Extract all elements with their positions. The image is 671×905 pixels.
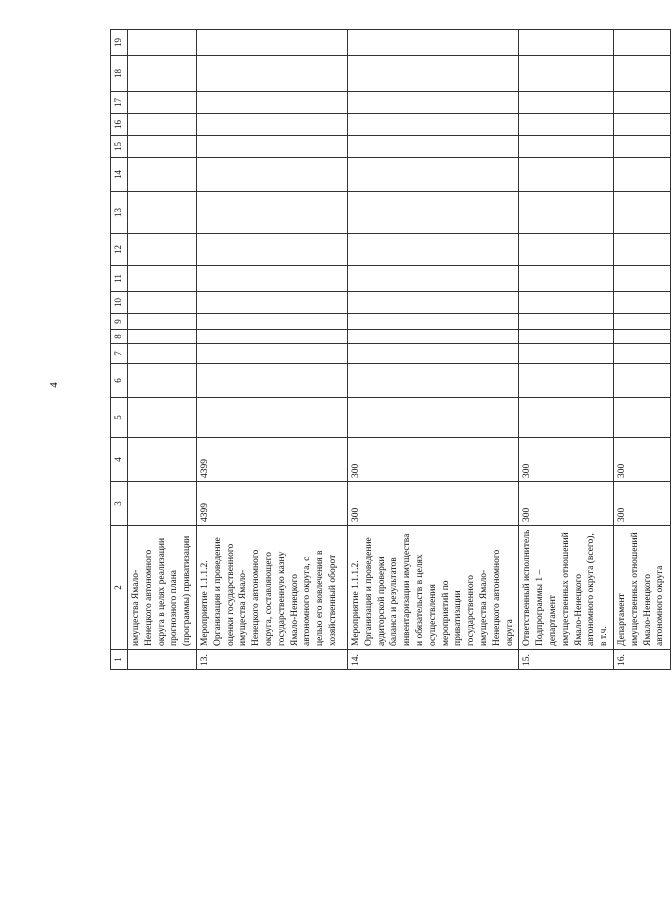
empty-cell bbox=[196, 192, 347, 234]
empty-cell bbox=[196, 30, 347, 56]
header-cell: 1 bbox=[111, 650, 128, 670]
empty-cell bbox=[519, 30, 614, 56]
header-row bbox=[111, 30, 128, 670]
empty-cell bbox=[196, 266, 347, 292]
header-cell: 5 bbox=[111, 398, 128, 438]
empty-cell bbox=[128, 234, 197, 266]
empty-cell bbox=[128, 292, 197, 314]
empty-cell bbox=[128, 136, 197, 158]
header-cell: 4 bbox=[111, 438, 128, 482]
empty-cell bbox=[519, 364, 614, 398]
empty-cell bbox=[519, 92, 614, 114]
empty-cell bbox=[128, 192, 197, 234]
empty-cell bbox=[519, 114, 614, 136]
empty-cell bbox=[613, 114, 670, 136]
empty-cell bbox=[347, 158, 518, 192]
empty-cell bbox=[613, 364, 670, 398]
empty-cell bbox=[347, 56, 518, 92]
row-number: 15. bbox=[519, 650, 614, 670]
header-cell: 12 bbox=[111, 234, 128, 266]
empty-cell bbox=[128, 30, 197, 56]
empty-cell bbox=[128, 344, 197, 364]
row-description: Департамент имущественных отношений Ямало-Ненецкого автономного округа bbox=[613, 526, 670, 650]
row-number: 13. bbox=[196, 650, 347, 670]
empty-cell bbox=[519, 292, 614, 314]
cell-col3 bbox=[128, 482, 197, 526]
empty-cell bbox=[196, 344, 347, 364]
header-cell: 15 bbox=[111, 136, 128, 158]
empty-cell bbox=[613, 234, 670, 266]
empty-cell bbox=[128, 398, 197, 438]
row-number bbox=[128, 650, 197, 670]
row-description: Мероприятие 1.1.1.2. Организация и проведение оценки государственного имущества Ямало-Ненецкого автономного округа, составляющего государственную казну Ямало-Ненецкого автономного округа, с целью его вовлечения в хозяйственный оборот bbox=[196, 526, 347, 650]
empty-cell bbox=[347, 344, 518, 364]
empty-cell bbox=[196, 92, 347, 114]
empty-cell bbox=[347, 30, 518, 56]
empty-cell bbox=[196, 398, 347, 438]
empty-cell bbox=[613, 398, 670, 438]
empty-cell bbox=[519, 266, 614, 292]
page-number: 4 bbox=[48, 382, 60, 388]
empty-cell bbox=[519, 56, 614, 92]
empty-cell bbox=[613, 192, 670, 234]
empty-cell bbox=[613, 292, 670, 314]
empty-cell bbox=[613, 158, 670, 192]
header-cell: 3 bbox=[111, 482, 128, 526]
cell-col4: 4399 bbox=[196, 438, 347, 482]
row-description: Мероприятие 1.1.1.2. Организация и проведение аудиторской проверки баланса и результатов инвентаризации имущества и обязательств в целях осуществления мероприятий по приватизации государственного имущества Ямало-Ненецкого автономного округа bbox=[347, 526, 518, 650]
empty-cell bbox=[347, 114, 518, 136]
row-description: имущества Ямало-Ненецкого автономного округа в целях реализации прогнозного плана (программы) приватизации bbox=[128, 526, 197, 650]
empty-cell bbox=[519, 234, 614, 266]
empty-cell bbox=[519, 192, 614, 234]
empty-cell bbox=[128, 314, 197, 330]
cell-col4 bbox=[128, 438, 197, 482]
empty-cell bbox=[519, 344, 614, 364]
table-row bbox=[519, 30, 614, 670]
cell-col3: 300 bbox=[519, 482, 614, 526]
empty-cell bbox=[196, 234, 347, 266]
header-cell: 11 bbox=[111, 266, 128, 292]
empty-cell bbox=[128, 330, 197, 344]
empty-cell bbox=[347, 314, 518, 330]
cell-col3: 300 bbox=[613, 482, 670, 526]
table-row bbox=[347, 30, 518, 670]
header-cell: 17 bbox=[111, 92, 128, 114]
empty-cell bbox=[347, 364, 518, 398]
empty-cell bbox=[347, 234, 518, 266]
row-number: 16. bbox=[613, 650, 670, 670]
header-cell: 8 bbox=[111, 330, 128, 344]
program-table-rotated bbox=[110, 30, 666, 670]
row-number: 14. bbox=[347, 650, 518, 670]
empty-cell bbox=[196, 292, 347, 314]
empty-cell bbox=[347, 398, 518, 438]
table-row bbox=[128, 30, 197, 670]
header-cell: 2 bbox=[111, 526, 128, 650]
cell-col4: 300 bbox=[347, 438, 518, 482]
empty-cell bbox=[196, 136, 347, 158]
cell-col3: 4399 bbox=[196, 482, 347, 526]
table-row bbox=[196, 30, 347, 670]
empty-cell bbox=[347, 292, 518, 314]
empty-cell bbox=[196, 114, 347, 136]
empty-cell bbox=[347, 136, 518, 158]
table-row bbox=[613, 30, 670, 670]
empty-cell bbox=[519, 398, 614, 438]
empty-cell bbox=[519, 136, 614, 158]
header-cell: 19 bbox=[111, 30, 128, 56]
empty-cell bbox=[613, 266, 670, 292]
empty-cell bbox=[196, 330, 347, 344]
empty-cell bbox=[613, 344, 670, 364]
empty-cell bbox=[347, 266, 518, 292]
empty-cell bbox=[613, 56, 670, 92]
empty-cell bbox=[613, 136, 670, 158]
header-cell: 16 bbox=[111, 114, 128, 136]
empty-cell bbox=[128, 114, 197, 136]
empty-cell bbox=[519, 158, 614, 192]
header-cell: 10 bbox=[111, 292, 128, 314]
empty-cell bbox=[196, 56, 347, 92]
header-cell: 9 bbox=[111, 314, 128, 330]
empty-cell bbox=[613, 30, 670, 56]
empty-cell bbox=[196, 314, 347, 330]
cell-col4: 300 bbox=[519, 438, 614, 482]
empty-cell bbox=[347, 330, 518, 344]
row-description: Ответственный исполнитель Подпрограммы 1 – департамент имущественных отношений Ямало-Ненецкого автономного округа (всего), в т.ч. bbox=[519, 526, 614, 650]
empty-cell bbox=[613, 92, 670, 114]
header-cell: 14 bbox=[111, 158, 128, 192]
empty-cell bbox=[196, 158, 347, 192]
empty-cell bbox=[519, 330, 614, 344]
empty-cell bbox=[347, 192, 518, 234]
empty-cell bbox=[347, 92, 518, 114]
empty-cell bbox=[128, 56, 197, 92]
header-cell: 18 bbox=[111, 56, 128, 92]
header-cell: 6 bbox=[111, 364, 128, 398]
header-cell: 13 bbox=[111, 192, 128, 234]
empty-cell bbox=[128, 158, 197, 192]
empty-cell bbox=[128, 364, 197, 398]
program-table bbox=[110, 29, 671, 670]
header-cell: 7 bbox=[111, 344, 128, 364]
empty-cell bbox=[128, 266, 197, 292]
empty-cell bbox=[613, 330, 670, 344]
empty-cell bbox=[128, 92, 197, 114]
empty-cell bbox=[196, 364, 347, 398]
empty-cell bbox=[613, 314, 670, 330]
empty-cell bbox=[519, 314, 614, 330]
cell-col3: 300 bbox=[347, 482, 518, 526]
cell-col4: 300 bbox=[613, 438, 670, 482]
